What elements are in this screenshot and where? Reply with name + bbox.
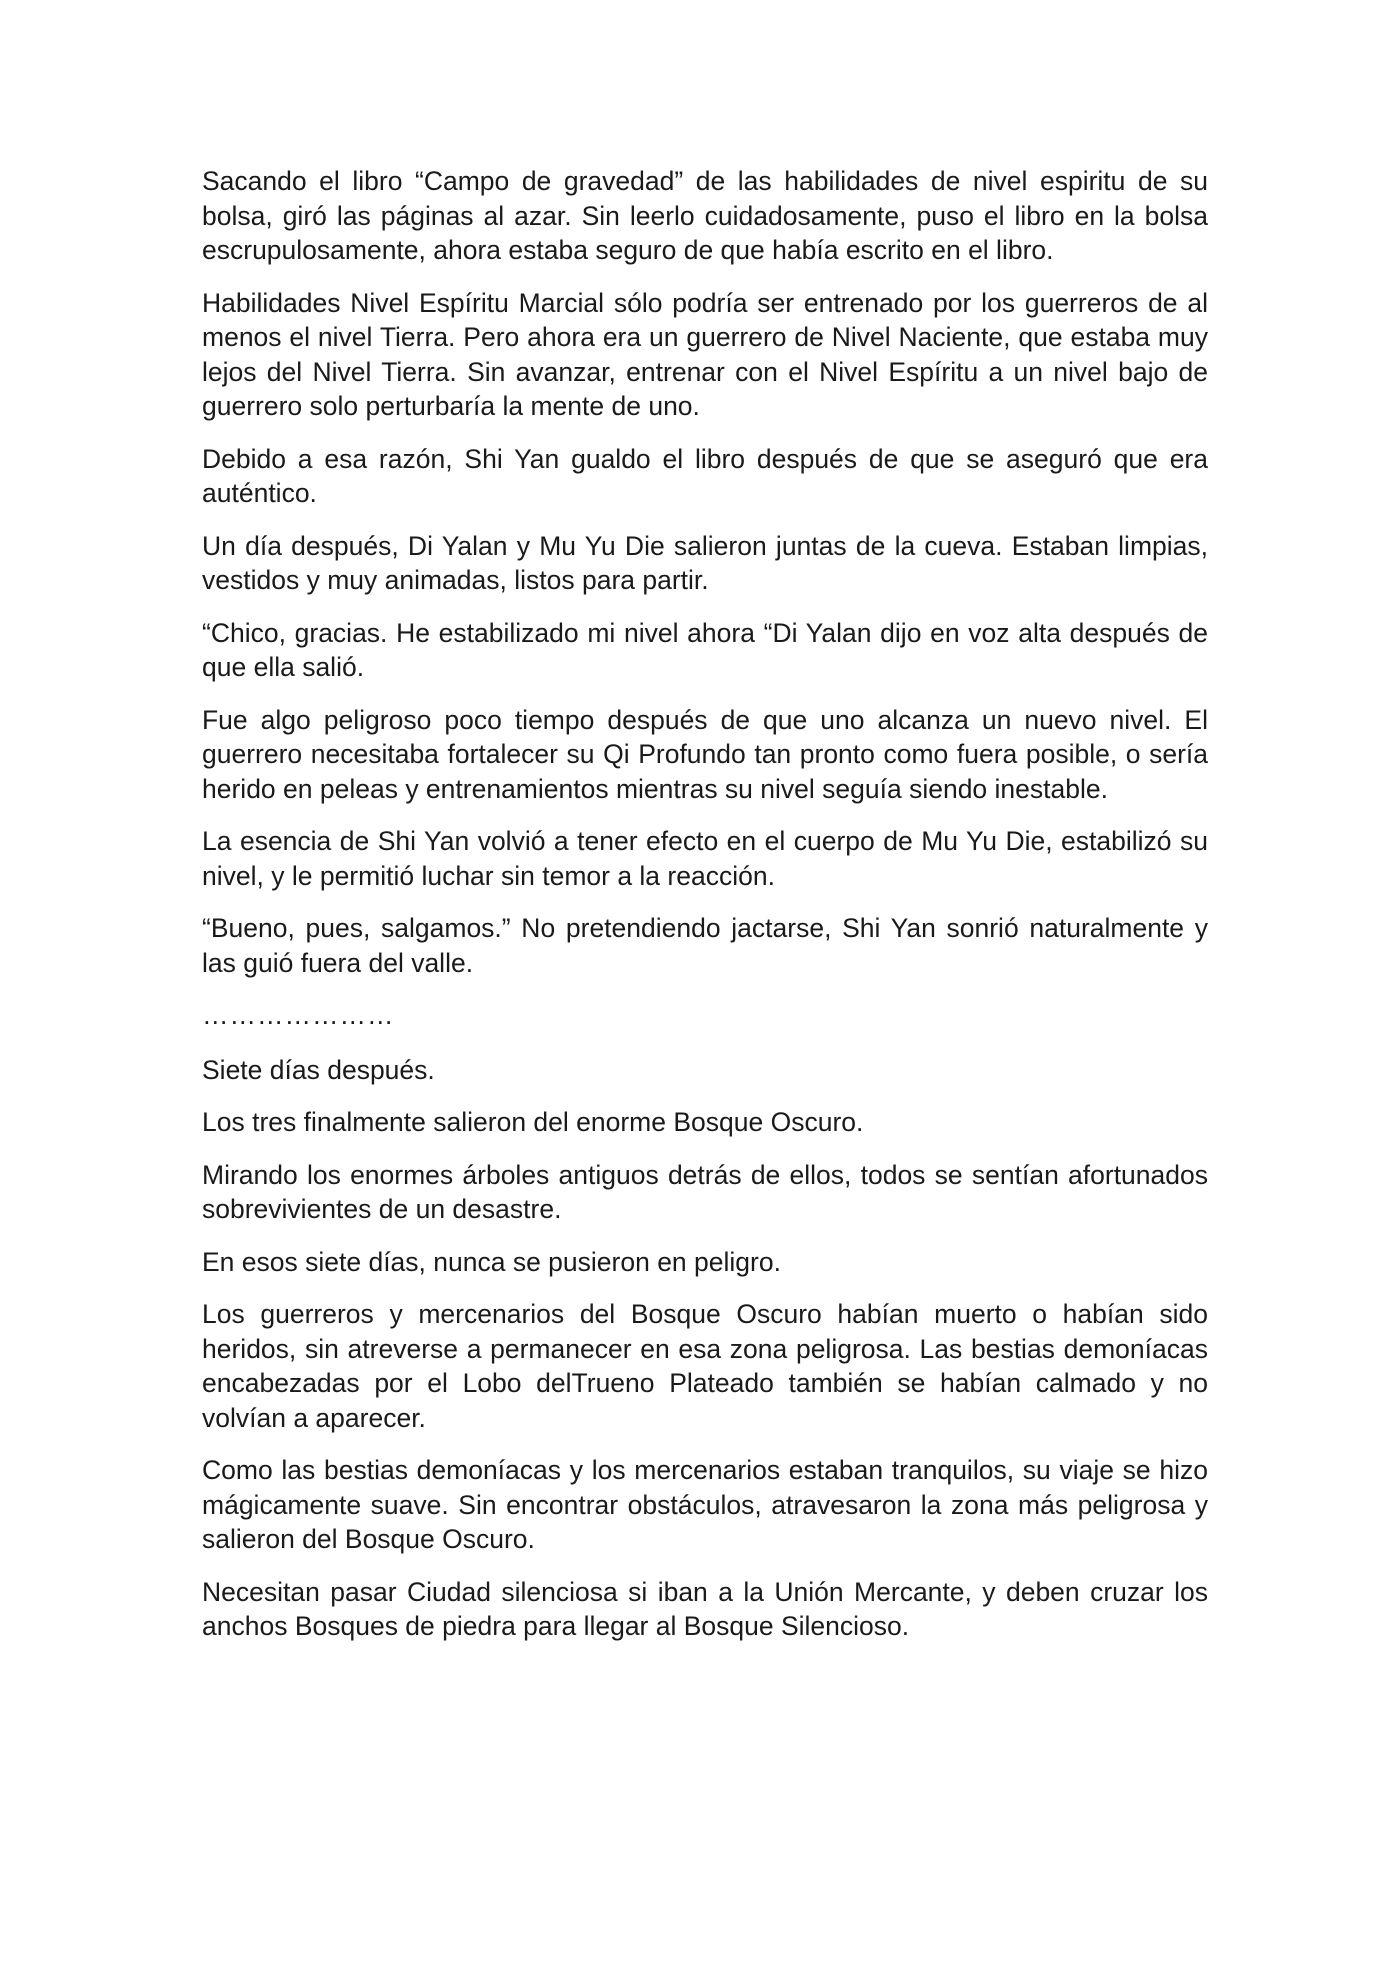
paragraph: Fue algo peligroso poco tiempo después de que uno alcanza un nuevo nivel. El guerrero necesitaba fortalecer su Qi Profundo tan pronto como fuera posible, o sería herido en peleas y entrenamientos mientras su nivel seguía siendo inestable. <box>202 704 1208 804</box>
paragraph: Mirando los enormes árboles antiguos detrás de ellos, todos se sentían afortunados sobrevivientes de un desastre. <box>202 1159 1208 1224</box>
body-text <box>202 164 1208 1662</box>
paragraph: En esos siete días, nunca se pusieron en peligro. <box>202 1246 781 1277</box>
paragraph: “Chico, gracias. He estabilizado mi nivel ahora “Di Yalan dijo en voz alta después de que ella salió. <box>202 617 1208 682</box>
paragraph: La esencia de Shi Yan volvió a tener efecto en el cuerpo de Mu Yu Die, estabilizó su nivel, y le permitió luchar sin temor a la reacción. <box>202 826 1208 891</box>
paragraph: Siete días después. <box>202 1054 435 1085</box>
paragraph: Un día después, Di Yalan y Mu Yu Die salieron juntas de la cueva. Estaban limpias, vestidos y muy animadas, listos para partir. <box>202 530 1208 595</box>
paragraph: Debido a esa razón, Shi Yan gualdo el libro después de que se aseguró que era auténtico. <box>202 443 1208 508</box>
paragraph: Necesitan pasar Ciudad silenciosa si iban a la Unión Mercante, y deben cruzar los anchos Bosques de piedra para llegar al Bosque Silencioso. <box>202 1576 1208 1641</box>
paragraph: Sacando el libro “Campo de gravedad” de las habilidades de nivel espiritu de su bolsa, giró las páginas al azar. Sin leerlo cuidadosamente, puso el libro en la bolsa escrupulosamente, ahora estaba seguro de que había escrito en el libro. <box>202 166 1208 265</box>
paragraph: “Bueno, pues, salgamos.” No pretendiendo jactarse, Shi Yan sonrió naturalmente y las guió fuera del valle. <box>202 913 1208 978</box>
paragraph: Los tres finalmente salieron del enorme Bosque Oscuro. <box>202 1107 864 1137</box>
paragraph: Como las bestias demoníacas y los mercenarios estaban tranquilos, su viaje se hizo mágicamente suave. Sin encontrar obstáculos, atravesaron la zona más peligrosa y salieron del Bosque Oscuro. <box>202 1455 1208 1554</box>
paragraph: Los guerreros y mercenarios del Bosque Oscuro habían muerto o habían sido heridos, sin atreverse a permanecer en esa zona peligrosa. Las bestias demoníacas encabezadas por el Lobo delTrueno Plateado también se habían calmado y no volvían a aparecer. <box>202 1299 1208 1433</box>
paragraph: Habilidades Nivel Espíritu Marcial sólo podría ser entrenado por los guerreros de al menos el nivel Tierra. Pero ahora era un guerrero de Nivel Naciente, que estaba muy lejos del Nivel Tierra. Sin avanzar, entrenar con el Nivel Espíritu a un nivel bajo de guerrero solo perturbaría la mente de uno. <box>202 287 1208 421</box>
scene-break-ellipsis: ………………… <box>202 1000 395 1030</box>
